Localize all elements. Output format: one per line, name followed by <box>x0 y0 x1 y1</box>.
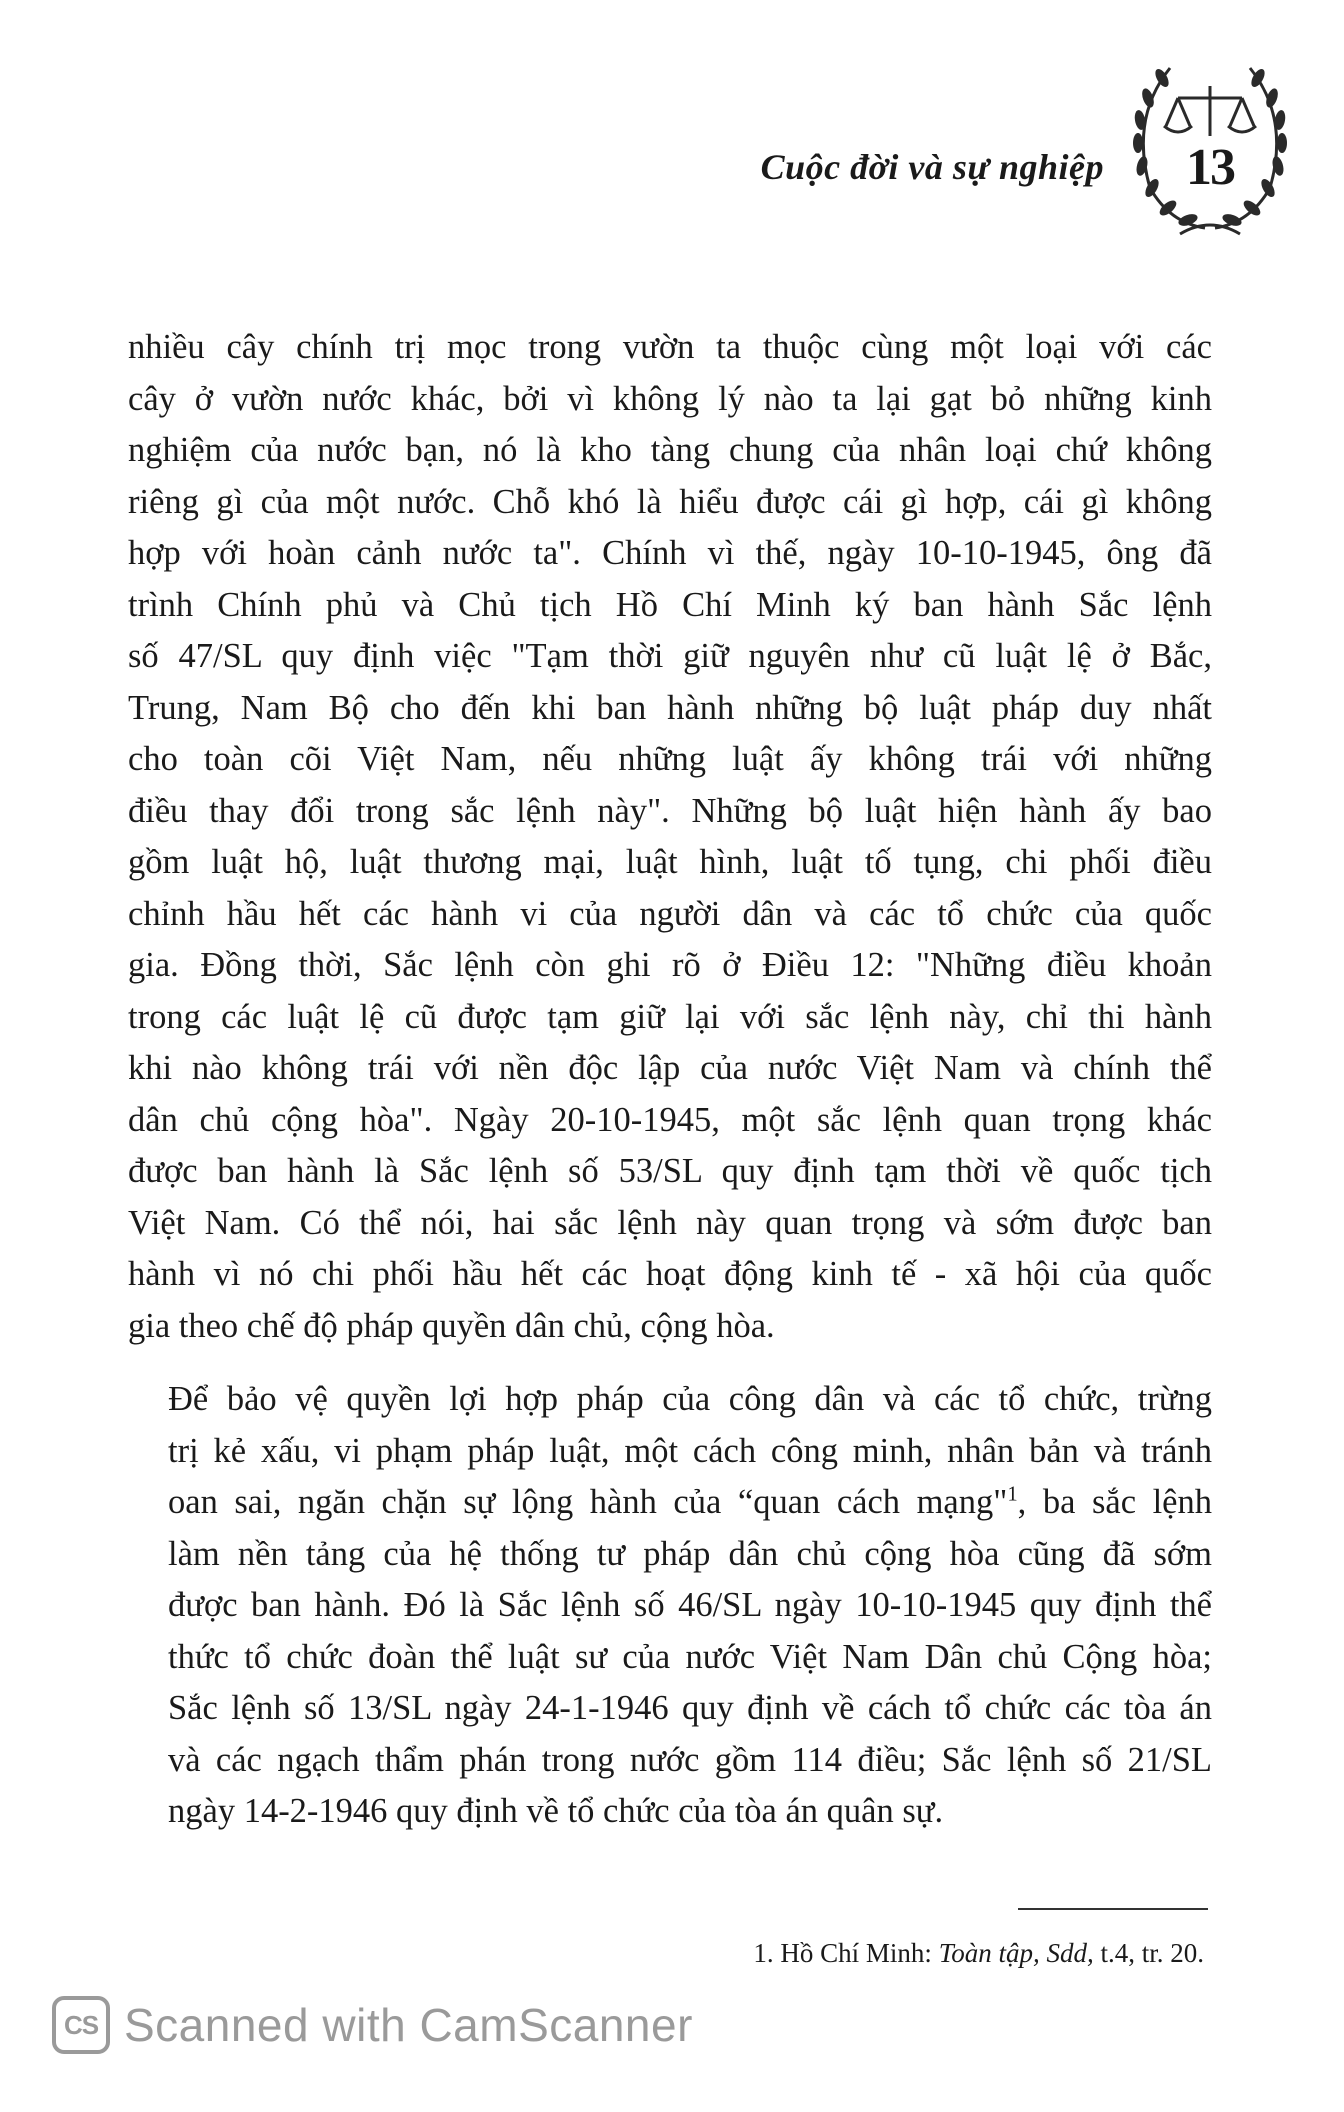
text-line: điều thay đổi trong sắc lệnh này". Những bộ luật hiện hành ấy bao <box>128 791 1212 830</box>
text-line: hành vì nó chi phối hầu hết các hoạt động kinh tế - xã hội của quốc <box>128 1255 1212 1293</box>
paragraph-1 <box>128 322 1212 1352</box>
text-line: gồm luật hộ, luật thương mại, luật hình, luật tố tụng, chi phối điều <box>128 843 1212 881</box>
text-line: dân chủ cộng hòa". Ngày 20-10-1945, một sắc lệnh quan trọng khác <box>128 1100 1212 1139</box>
text-line: ngày 14-2-1946 quy định về tổ chức của tòa án quân sự. <box>168 1792 944 1830</box>
text-line: cho toàn cõi Việt Nam, nếu những luật ấy không trái với những <box>128 740 1212 778</box>
text-line: trị kẻ xấu, vi phạm pháp luật, một cách công minh, nhân bản và tránh <box>168 1431 1212 1470</box>
text-line: chỉnh hầu hết các hành vi của người dân và các tổ chức của quốc <box>128 894 1212 933</box>
text-line <box>128 1477 1212 1529</box>
text-segment: oan sai, ngăn chặn sự lộng hành của “quan cách mạng" <box>168 1483 1008 1521</box>
footnote-location: t.4, tr. 20. <box>1100 1938 1204 1968</box>
text-line: trong các luật lệ cũ được tạm giữ lại với sắc lệnh này, chỉ thi hành <box>128 997 1212 1036</box>
footnote <box>753 1938 1204 1969</box>
footnote-title: Toàn tập, Sdd, <box>938 1938 1094 1968</box>
camscanner-watermark <box>52 1990 693 2060</box>
paragraph-2 <box>128 1374 1212 1838</box>
watermark-text: Scanned with CamScanner <box>124 1999 693 2051</box>
text-line: Để bảo vệ quyền lợi hợp pháp của công dân và các tổ chức, trừng <box>168 1380 1212 1418</box>
page-number: 13 <box>1186 139 1234 196</box>
text-line: Trung, Nam Bộ cho đến khi ban hành những bộ luật pháp duy nhất <box>128 688 1212 727</box>
text-line: khi nào không trái với nền độc lập của nước Việt Nam và chính thể <box>128 1049 1212 1087</box>
text-line: Việt Nam. Có thể nói, hai sắc lệnh này quan trọng và sớm được ban <box>128 1203 1212 1242</box>
text-line: nhiều cây chính trị mọc trong vườn ta thuộc cùng một loại với các <box>128 328 1212 366</box>
text-line: được ban hành. Đó là Sắc lệnh số 46/SL ngày 10-10-1945 quy định thể <box>168 1586 1212 1624</box>
text-line: thức tổ chức đoàn thể luật sư của nước Việt Nam Dân chủ Cộng hòa; <box>168 1637 1212 1676</box>
text-line: Sắc lệnh số 13/SL ngày 24-1-1946 quy định về cách tổ chức các tòa án <box>168 1689 1212 1727</box>
page-header <box>0 0 1344 260</box>
text-line: cây ở vườn nước khác, bởi vì không lý nào ta lại gạt bỏ những kinh <box>128 379 1212 418</box>
text-line: số 47/SL quy định việc "Tạm thời giữ nguyên như cũ luật lệ ở Bắc, <box>128 637 1212 675</box>
footnote-reference: 1 <box>1007 1483 1018 1506</box>
footnote-author: Hồ Chí Minh: <box>780 1938 932 1968</box>
text-line: gia. Đồng thời, Sắc lệnh còn ghi rõ ở Điều 12: "Những điều khoản <box>128 946 1212 984</box>
text-line: và các ngạch thẩm phán trong nước gồm 114 điều; Sắc lệnh số 21/SL <box>168 1740 1212 1779</box>
body-text <box>128 322 1212 1838</box>
text-segment: , ba sắc lệnh <box>1017 1483 1212 1521</box>
text-line: gia theo chế độ pháp quyền dân chủ, cộng hòa. <box>128 1306 775 1345</box>
text-line: hợp với hoàn cảnh nước ta". Chính vì thế, ngày 10-10-1945, ông đã <box>128 534 1212 572</box>
text-line: riêng gì của một nước. Chỗ khó là hiểu được cái gì hợp, cái gì không <box>128 482 1212 521</box>
text-line: làm nền tảng của hệ thống tư pháp dân chủ cộng hòa cũng đã sớm <box>168 1534 1212 1573</box>
footnote-number: 1. <box>753 1938 774 1968</box>
camscanner-logo-icon: CS <box>52 1996 110 2054</box>
text-line: được ban hành là Sắc lệnh số 53/SL quy định tạm thời về quốc tịch <box>128 1152 1212 1190</box>
footnote-divider <box>1018 1908 1208 1910</box>
text-line: nghiệm của nước bạn, nó là kho tàng chung của nhân loại chứ không <box>128 431 1212 469</box>
text-line: trình Chính phủ và Chủ tịch Hồ Chí Minh ký ban hành Sắc lệnh <box>128 585 1212 624</box>
running-title: Cuộc đời và sự nghiệp <box>760 147 1104 187</box>
